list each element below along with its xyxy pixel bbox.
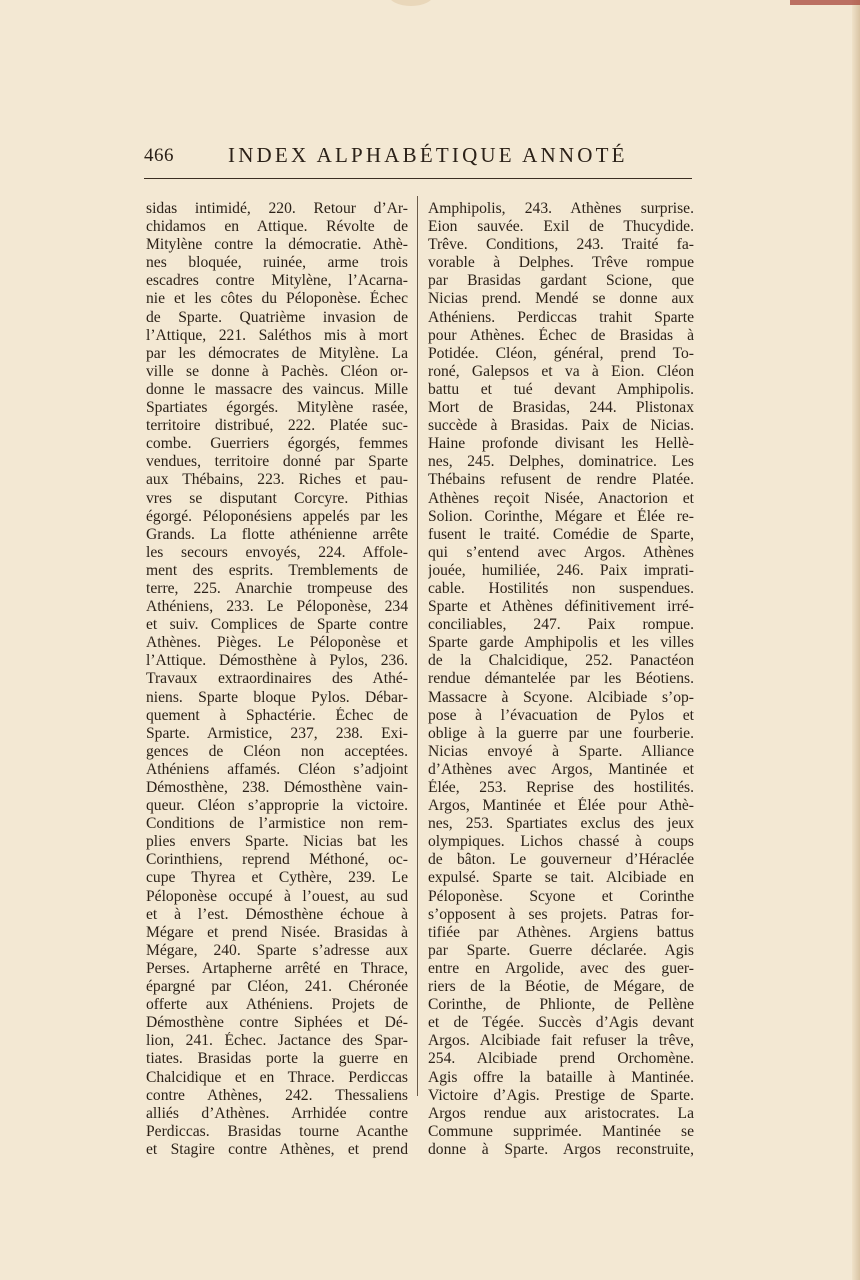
text-line: lion, 241. Échec. Jactance des Spar- bbox=[146, 1032, 408, 1050]
text-line: Thébains refusent de rendre Platée. bbox=[428, 471, 694, 489]
text-line: Démosthène, 238. Démosthène vain- bbox=[146, 779, 408, 796]
text-line: Corinthiens, reprend Méthoné, oc- bbox=[146, 851, 408, 869]
text-line: fusent le traité. Comédie de Sparte, bbox=[428, 525, 694, 543]
text-line: combe. Guerriers égorgés, femmes bbox=[146, 435, 408, 453]
text-line: et suiv. Complices de Sparte contre bbox=[146, 616, 408, 634]
text-line: oblige à la guerre par une fourberie. bbox=[428, 724, 694, 742]
text-line: ville se donne à Pachès. Cléon or- bbox=[146, 362, 408, 380]
text-line: Argos rendue aux aristocrates. La bbox=[428, 1104, 694, 1122]
text-line: queur. Cléon s’approprie la victoire. bbox=[146, 797, 408, 815]
text-line: 254. Alcibiade prend Orchomène. bbox=[428, 1050, 694, 1068]
page-edge bbox=[852, 0, 860, 1280]
text-line: Argos. Alcibiade fait refuser la trêve, bbox=[428, 1032, 694, 1050]
text-line: Solion. Corinthe, Mégare et Élée re- bbox=[428, 507, 694, 525]
text-line: chidamos en Attique. Révolte de bbox=[146, 218, 408, 236]
text-line: jouée, humiliée, 246. Paix imprati- bbox=[428, 561, 694, 579]
text-line: ment des esprits. Tremblements de bbox=[146, 561, 408, 579]
text-line: l’Attique. Démosthène à Pylos, 236. bbox=[146, 652, 408, 670]
text-line: battu et tué devant Amphipolis. bbox=[428, 380, 694, 398]
left-column bbox=[146, 200, 408, 1159]
text-line: niens. Sparte bloque Pylos. Débar- bbox=[146, 688, 408, 706]
text-line: Argos, Mantinée et Élée pour Athè- bbox=[428, 797, 694, 815]
text-line: sidas intimidé, 220. Retour d’Ar- bbox=[146, 200, 408, 217]
text-line: Athènes. Pièges. Le Péloponèse et bbox=[146, 634, 408, 652]
text-line: Péloponèse occupé à l’ouest, au sud bbox=[146, 887, 408, 905]
text-line: les secours envoyés, 224. Affole- bbox=[146, 543, 408, 561]
text-line: quement à Sphactérie. Échec de bbox=[146, 706, 408, 724]
text-line: conciliables, 247. Paix rompue. bbox=[428, 616, 694, 634]
paper-stain bbox=[388, 0, 434, 6]
text-line: cable. Hostilités non suspendues. bbox=[428, 579, 694, 597]
text-line: de la Chalcidique, 252. Panactéon bbox=[428, 652, 694, 670]
text-line: nes, 245. Delphes, dominatrice. Les bbox=[428, 453, 694, 471]
text-line: Athènes reçoit Nisée, Anactorion et bbox=[428, 489, 694, 507]
text-line: Perses. Artapherne arrêté en Thrace, bbox=[146, 959, 408, 977]
text-line: Mégare et prend Nisée. Brasidas à bbox=[146, 923, 408, 941]
text-line: olympiques. Lichos chassé à coups bbox=[428, 833, 694, 851]
text-line: Travaux extraordinaires des Athé- bbox=[146, 670, 408, 688]
text-line: Amphipolis, 243. Athènes surprise. bbox=[428, 200, 694, 217]
page-number: 466 bbox=[144, 145, 174, 166]
text-line: qui s’entend avec Argos. Athènes bbox=[428, 543, 694, 561]
text-line: Péloponèse. Scyone et Corinthe bbox=[428, 887, 694, 905]
text-line: Athéniens, 233. Le Péloponèse, 234 bbox=[146, 598, 408, 616]
running-title: INDEX ALPHABÉTIQUE ANNOTÉ bbox=[228, 143, 628, 167]
text-line: tifiée par Athènes. Argiens battus bbox=[428, 923, 694, 941]
text-line: et à l’est. Démosthène échoue à bbox=[146, 905, 408, 923]
text-line: entre en Argolide, avec des guer- bbox=[428, 959, 694, 977]
text-line: Athéniens affamés. Cléon s’adjoint bbox=[146, 760, 408, 778]
text-line: Massacre à Scyone. Alcibiade s’op- bbox=[428, 688, 694, 706]
text-line: Commune supprimée. Mantinée se bbox=[428, 1122, 694, 1140]
text-line: de bâton. Le gouverneur d’Héraclée bbox=[428, 851, 694, 869]
right-column bbox=[428, 200, 694, 1159]
text-line: Agis offre la bataille à Mantinée. bbox=[428, 1068, 694, 1086]
page-header bbox=[144, 143, 692, 169]
text-line: cupe Thyrea et Cythère, 239. Le bbox=[146, 869, 408, 887]
text-line: et de Tégée. Succès d’Agis devant bbox=[428, 1014, 694, 1032]
text-line: Nicias envoyé à Sparte. Alliance bbox=[428, 742, 694, 760]
text-line: tiates. Brasidas porte la guerre en bbox=[146, 1050, 408, 1068]
text-line: terre, 225. Anarchie trompeuse des bbox=[146, 579, 408, 597]
text-line: plies envers Sparte. Nicias bat les bbox=[146, 833, 408, 851]
text-line: riers de la Béotie, de Mégare, de bbox=[428, 978, 694, 996]
text-line: Nicias prend. Mendé se donne aux bbox=[428, 290, 694, 308]
text-line: égorgé. Péloponésiens appelés par les bbox=[146, 507, 408, 525]
text-line: Eion sauvée. Exil de Thucydide. bbox=[428, 218, 694, 236]
text-line: gences de Cléon non acceptées. bbox=[146, 742, 408, 760]
text-line: escadres contre Mitylène, l’Acarna- bbox=[146, 272, 408, 290]
text-line: épargné par Cléon, 241. Chéronée bbox=[146, 978, 408, 996]
text-line: donne à Sparte. Argos reconstruite, bbox=[428, 1140, 694, 1158]
text-line: succède à Brasidas. Paix de Nicias. bbox=[428, 417, 694, 435]
text-line: donne le massacre des vaincus. Mille bbox=[146, 380, 408, 398]
text-line: Sparte. Armistice, 237, 238. Exi- bbox=[146, 724, 408, 742]
text-line: vorable à Delphes. Trêve rompue bbox=[428, 254, 694, 272]
text-line: Corinthe, de Phlionte, de Pellène bbox=[428, 996, 694, 1014]
column-divider bbox=[417, 196, 418, 1096]
text-line: Mitylène contre la démocratie. Athè- bbox=[146, 236, 408, 254]
text-line: Athéniens. Perdiccas trahit Sparte bbox=[428, 308, 694, 326]
text-line: pour Athènes. Échec de Brasidas à bbox=[428, 326, 694, 344]
text-line: nie et les côtes du Péloponèse. Échec bbox=[146, 290, 408, 308]
text-line: pose à l’évacuation de Pylos et bbox=[428, 706, 694, 724]
text-line: l’Attique, 221. Saléthos mis à mort bbox=[146, 326, 408, 344]
text-line: Potidée. Cléon, général, prend To- bbox=[428, 344, 694, 362]
text-line: Chalcidique et en Thrace. Perdiccas bbox=[146, 1068, 408, 1086]
text-line: expulsé. Sparte se tait. Alcibiade en bbox=[428, 869, 694, 887]
text-line: par Brasidas gardant Scione, que bbox=[428, 272, 694, 290]
text-line: Conditions de l’armistice non rem- bbox=[146, 815, 408, 833]
text-line: territoire distribué, 222. Platée suc- bbox=[146, 417, 408, 435]
text-line: par les démocrates de Mitylène. La bbox=[146, 344, 408, 362]
text-line: Trêve. Conditions, 243. Traité fa- bbox=[428, 236, 694, 254]
text-line: d’Athènes avec Argos, Mantinée et bbox=[428, 760, 694, 778]
text-line: s’opposent à ses projets. Patras for- bbox=[428, 905, 694, 923]
text-line: Sparte et Athènes définitivement irré- bbox=[428, 598, 694, 616]
text-line: Mégare, 240. Sparte s’adresse aux bbox=[146, 941, 408, 959]
text-line: contre Athènes, 242. Thessaliens bbox=[146, 1086, 408, 1104]
text-line: Démosthène contre Siphées et Dé- bbox=[146, 1014, 408, 1032]
text-line: roné, Galepsos et va à Eion. Cléon bbox=[428, 362, 694, 380]
text-line: aux Thébains, 223. Riches et pau- bbox=[146, 471, 408, 489]
text-line: Haine profonde divisant les Hellè- bbox=[428, 435, 694, 453]
text-line: Mort de Brasidas, 244. Plistonax bbox=[428, 399, 694, 417]
text-line: offerte aux Athéniens. Projets de bbox=[146, 996, 408, 1014]
text-line: par Sparte. Guerre déclarée. Agis bbox=[428, 941, 694, 959]
text-line: Perdiccas. Brasidas tourne Acanthe bbox=[146, 1122, 408, 1140]
text-line: rendue démantelée par les Béotiens. bbox=[428, 670, 694, 688]
text-line: vendues, territoire donné par Sparte bbox=[146, 453, 408, 471]
header-rule bbox=[144, 178, 692, 179]
text-line: nes, 253. Spartiates exclus des jeux bbox=[428, 815, 694, 833]
text-line: nes bloquée, ruinée, arme trois bbox=[146, 254, 408, 272]
text-line: vres se disputant Corcyre. Pithias bbox=[146, 489, 408, 507]
text-line: de Sparte. Quatrième invasion de bbox=[146, 308, 408, 326]
text-line: Sparte garde Amphipolis et les villes bbox=[428, 634, 694, 652]
page-edge-mark bbox=[790, 0, 860, 5]
text-line: Élée, 253. Reprise des hostilités. bbox=[428, 779, 694, 796]
text-line: Spartiates égorgés. Mitylène rasée, bbox=[146, 399, 408, 417]
text-line: Grands. La flotte athénienne arrête bbox=[146, 525, 408, 543]
text-line: alliés d’Athènes. Arrhidée contre bbox=[146, 1104, 408, 1122]
text-line: et Stagire contre Athènes, et prend bbox=[146, 1140, 408, 1158]
text-line: Victoire d’Agis. Prestige de Sparte. bbox=[428, 1086, 694, 1104]
